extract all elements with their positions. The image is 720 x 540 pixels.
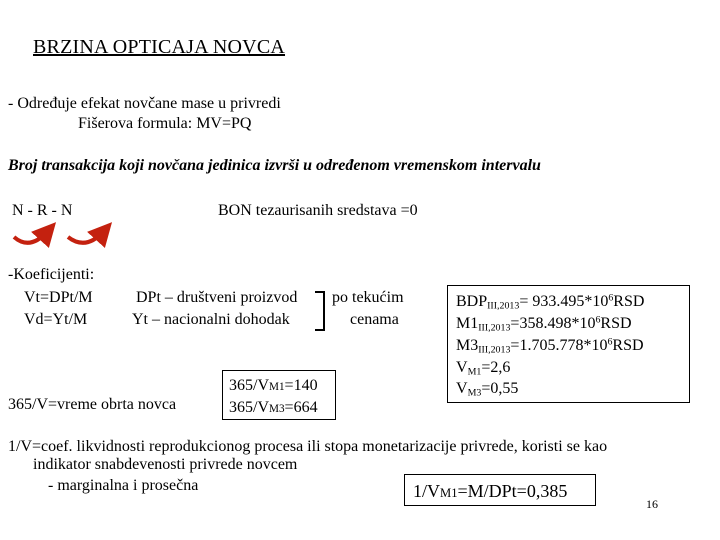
coefficients-heading: -Koeficijenti: — [8, 266, 95, 283]
liquidity-definition: 1/V=coef. likvidnosti reprodukcionog procesa ili stopa monetarizacije privrede, koristi se kao — [8, 438, 608, 455]
intro-line: - Određuje efekat novčane mase u privredi — [8, 95, 281, 112]
bon-statement: BON tezaurisanih sredstava =0 — [218, 202, 418, 219]
transactions-heading: Broj transakcija koji novčana jedinica izvrši u određenom vremenskom intervalu — [8, 157, 541, 174]
page-number: 16 — [646, 497, 658, 511]
current-prices-label: po tekućim — [332, 289, 404, 306]
yt-definition: Yt – nacionalni dohodak — [132, 311, 290, 328]
m1-line: $M1_{III,2013}=358.498*10^6RSD$ — [456, 314, 632, 334]
turnover-period: 365/V=vreme obrta novca — [8, 396, 177, 413]
marginal-average: - marginalna i prosečna — [48, 477, 199, 494]
vt-formula: Vt=DPt/M — [24, 289, 93, 306]
liquidity-definition-cont: indikator snabdevenosti privrede novcem — [33, 456, 298, 473]
period-m3: 365/VM3=664 — [229, 399, 318, 416]
m3-line: $M3_{III,2013}=1.705.778*10^6RSD$ — [456, 336, 644, 356]
period-m1: 365/VM1=140 — [229, 377, 318, 394]
dpt-definition: DPt – društveni proizvod — [136, 289, 298, 306]
result-formula: 1/VM1=M/DPt=0,385 — [413, 481, 568, 501]
vm1-line: $V_{M1}=2,6$ — [456, 359, 511, 378]
fisher-formula: Fišerova formula: MV=PQ — [78, 115, 252, 132]
money-cycle-label: N - R - N — [12, 202, 73, 219]
arrow-r-to-n-icon — [68, 231, 104, 243]
current-prices-label-2: cenama — [350, 311, 399, 328]
vd-formula: Vd=Yt/M — [24, 311, 88, 328]
slide-title: BRZINA OPTICAJA NOVCA — [33, 36, 286, 58]
bdp-line: $BDP_{III,2013}= 933.495*10^6RSD$ — [456, 292, 645, 312]
bracket-icon — [315, 291, 325, 331]
vm3-line: $V_{M3}=0,55$ — [456, 380, 519, 399]
cycle-arrows-icon — [8, 215, 120, 249]
arrow-n-to-r-icon — [14, 231, 48, 243]
